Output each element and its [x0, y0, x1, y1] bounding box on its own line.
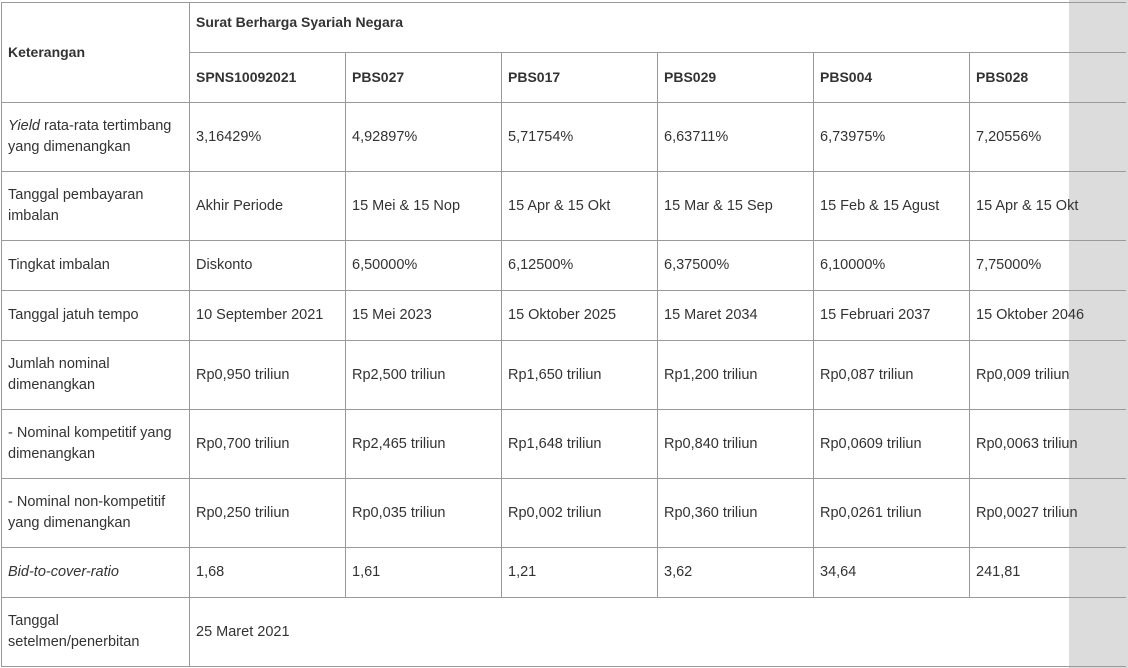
row-label: - Nominal non-kompetitif yang dimenangkan [2, 479, 190, 548]
table-cell: Rp0,0027 triliun [970, 479, 1126, 548]
table-cell: 241,81 [970, 548, 1126, 598]
table-cell: 6,63711% [658, 103, 814, 172]
table-cell: Rp0,700 triliun [190, 410, 346, 479]
table-cell: Rp2,500 triliun [346, 341, 502, 410]
table-cell: Rp0,002 triliun [502, 479, 658, 548]
table-cell: Rp0,250 triliun [190, 479, 346, 548]
table-cell: Rp0,087 triliun [814, 341, 970, 410]
settlement-date-cell: 25 Maret 2021 [190, 598, 1126, 667]
table-cell: Akhir Periode [190, 172, 346, 241]
table-cell: 15 Februari 2037 [814, 291, 970, 341]
table-row [2, 341, 1126, 410]
row-label-rest: rata-rata tertimbang yang dimenangkan [8, 118, 172, 155]
table-cell: 6,37500% [658, 241, 814, 291]
table-cell: 7,20556% [970, 103, 1126, 172]
row-label [2, 103, 190, 172]
table-cell: 15 Oktober 2025 [502, 291, 658, 341]
table-cell: Rp0,0063 triliun [970, 410, 1126, 479]
table-row [2, 103, 1126, 172]
table-cell: 15 Maret 2034 [658, 291, 814, 341]
table-cell: Rp1,200 triliun [658, 341, 814, 410]
table-cell: Diskonto [190, 241, 346, 291]
table-cell: 34,64 [814, 548, 970, 598]
table-row [2, 598, 1126, 667]
table-cell: Rp0,0609 triliun [814, 410, 970, 479]
table-cell: Rp1,650 triliun [502, 341, 658, 410]
keterangan-header: Keterangan [2, 3, 190, 103]
table-cell: 15 Apr & 15 Okt [502, 172, 658, 241]
table-row [2, 410, 1126, 479]
table-cell: Rp0,950 triliun [190, 341, 346, 410]
row-label: Bid-to-cover-ratio [2, 548, 190, 598]
table-cell: 1,68 [190, 548, 346, 598]
row-label: Tingkat imbalan [2, 241, 190, 291]
table-row [2, 241, 1126, 291]
table-cell: 6,50000% [346, 241, 502, 291]
table-cell: Rp0,0261 triliun [814, 479, 970, 548]
table-cell: Rp0,009 triliun [970, 341, 1126, 410]
row-label: Tanggal jatuh tempo [2, 291, 190, 341]
table-cell: 4,92897% [346, 103, 502, 172]
row-label: Jumlah nominal dimenangkan [2, 341, 190, 410]
table-row [2, 548, 1126, 598]
table-cell: 5,71754% [502, 103, 658, 172]
table-cell: 15 Mei & 15 Nop [346, 172, 502, 241]
table-row [2, 479, 1126, 548]
row-label-italic: Yield [8, 118, 40, 134]
table-row [2, 291, 1126, 341]
series-header: PBS027 [346, 53, 502, 103]
table-cell: 15 Apr & 15 Okt [970, 172, 1126, 241]
table-cell: 15 Mar & 15 Sep [658, 172, 814, 241]
table-cell: 3,16429% [190, 103, 346, 172]
series-header: PBS004 [814, 53, 970, 103]
table-cell: Rp0,840 triliun [658, 410, 814, 479]
row-label: Tanggal pembayaran imbalan [2, 172, 190, 241]
table-cell: Rp2,465 triliun [346, 410, 502, 479]
table-header-row [2, 3, 1126, 53]
series-header: PBS029 [658, 53, 814, 103]
table-cell: 6,73975% [814, 103, 970, 172]
table-cell: 3,62 [658, 548, 814, 598]
series-header: PBS028 [970, 53, 1126, 103]
row-label: - Nominal kompetitif yang dimenangkan [2, 410, 190, 479]
sbsn-group-header: Surat Berharga Syariah Negara [190, 3, 1126, 53]
table-cell: Rp0,035 triliun [346, 479, 502, 548]
series-header: PBS017 [502, 53, 658, 103]
table-cell: 1,21 [502, 548, 658, 598]
table-cell: 6,12500% [502, 241, 658, 291]
table-cell: 1,61 [346, 548, 502, 598]
table-row [2, 172, 1126, 241]
table-cell: 7,75000% [970, 241, 1126, 291]
series-header: SPNS10092021 [190, 53, 346, 103]
table-cell: 15 Mei 2023 [346, 291, 502, 341]
table-cell: Rp1,648 triliun [502, 410, 658, 479]
table-cell: 15 Oktober 2046 [970, 291, 1126, 341]
auction-results-table [1, 2, 1126, 667]
row-label: Tanggal setelmen/penerbitan [2, 598, 190, 667]
table-cell: Rp0,360 triliun [658, 479, 814, 548]
table-cell: 15 Feb & 15 Agust [814, 172, 970, 241]
table-cell: 10 September 2021 [190, 291, 346, 341]
table-cell: 6,10000% [814, 241, 970, 291]
